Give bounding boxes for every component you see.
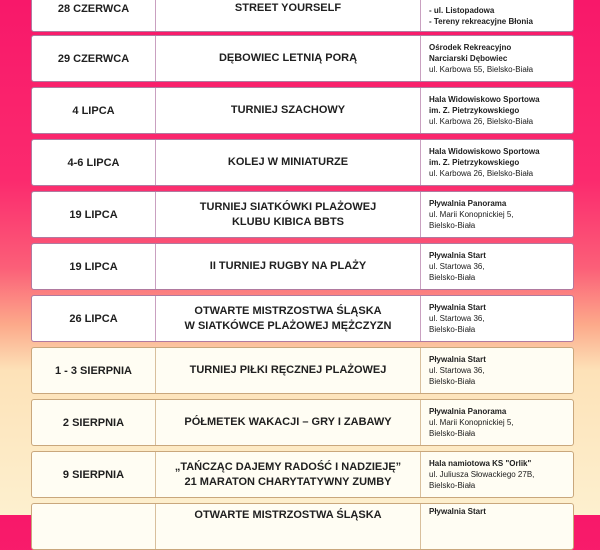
venue-line: Hala Widowiskowo Sportowa: [429, 95, 540, 104]
event-date: 26 LIPCA: [69, 312, 118, 325]
event-row: [31, 191, 574, 238]
event-location: [421, 140, 573, 185]
event-title: II TURNIEJ RUGBY NA PLAŻY: [155, 244, 421, 289]
address-line: Bielsko-Biała: [429, 481, 476, 490]
address-line: ul. Marii Konopnickiej 5,: [429, 418, 514, 427]
event-row: [31, 35, 574, 82]
venue-line: Pływalnia Panorama: [429, 199, 507, 208]
event-row: [31, 347, 574, 394]
venue-line: - Tereny rekreacyjne Błonia: [429, 17, 533, 26]
address-line: Bielsko-Biała: [429, 273, 476, 282]
event-row: [31, 399, 574, 446]
event-date: [32, 504, 155, 549]
venue-line: Hala namiotowa KS "Orlik": [429, 459, 532, 468]
address-line: ul. Karbowa 26, Bielsko-Biała: [429, 117, 534, 126]
venue-line: Pływalnia Start: [429, 355, 486, 364]
venue-line: - ul. Listopadowa: [429, 6, 495, 15]
address-line: ul. Juliusza Słowackiego 27B,: [429, 470, 535, 479]
address-line: Bielsko-Biała: [429, 325, 476, 334]
event-title: OTWARTE MISTRZOSTWA ŚLĄSKA: [155, 504, 421, 549]
event-row: [31, 451, 574, 498]
event-date: 9 SIERPNIA: [62, 468, 125, 481]
event-title: DĘBOWIEC LETNIĄ PORĄ: [155, 36, 421, 81]
event-location: [421, 504, 573, 549]
venue-line: Narciarski Dębowiec: [429, 54, 508, 63]
event-title: TURNIEJ SZACHOWY: [155, 88, 421, 133]
event-title: TURNIEJ PIŁKI RĘCZNEJ PLAŻOWEJ: [155, 348, 421, 393]
event-location: [421, 0, 573, 31]
event-row: [31, 295, 574, 342]
event-location: [421, 36, 573, 81]
venue-line: Ośrodek Rekreacyjno: [429, 43, 512, 52]
event-date: 4 LIPCA: [72, 104, 115, 117]
event-location: [421, 452, 573, 497]
event-location: [421, 348, 573, 393]
address-line: ul. Startowa 36,: [429, 262, 485, 271]
event-date: 4-6 LIPCA: [67, 156, 120, 169]
event-title: TURNIEJ SIATKÓWKI PLAŻOWEJ KLUBU KIBICA BBTS: [155, 192, 421, 237]
event-date: 19 LIPCA: [69, 208, 118, 221]
event-date: 28 CZERWCA: [57, 2, 130, 15]
event-date: 2 SIERPNIA: [62, 416, 125, 429]
event-date: 1 - 3 SIERPNIA: [54, 364, 133, 377]
event-location: [421, 88, 573, 133]
event-row: [31, 243, 574, 290]
venue-line: Pływalnia Start: [429, 507, 486, 516]
event-location: [421, 296, 573, 341]
event-date: 29 CZERWCA: [57, 52, 130, 65]
event-location: [421, 244, 573, 289]
event-date: 19 LIPCA: [69, 260, 118, 273]
venue-line: Hala Widowiskowo Sportowa: [429, 147, 540, 156]
event-title: KOLEJ W MINIATURZE: [155, 140, 421, 185]
event-row: [31, 503, 574, 550]
event-location: [421, 400, 573, 445]
address-line: Bielsko-Biała: [429, 429, 476, 438]
venue-line: im. Z. Pietrzykowskiego: [429, 158, 520, 167]
address-line: ul. Startowa 36,: [429, 314, 485, 323]
event-title: „TAŃCZĄC DAJEMY RADOŚĆ I NADZIEJĘ” 21 MARATON CHARYTATYWNY ZUMBY: [155, 452, 421, 497]
address-line: ul. Karbowa 26, Bielsko-Biała: [429, 169, 534, 178]
venue-line: im. Z. Pietrzykowskiego: [429, 106, 520, 115]
address-line: ul. Marii Konopnickiej 5,: [429, 210, 514, 219]
address-line: Bielsko-Biała: [429, 377, 476, 386]
event-row: [31, 139, 574, 186]
venue-line: Pływalnia Start: [429, 251, 486, 260]
event-row: [31, 0, 574, 32]
event-row: [31, 87, 574, 134]
event-title: STREET YOURSELF: [155, 0, 421, 31]
event-title: PÓŁMETEK WAKACJI – GRY I ZABAWY: [155, 400, 421, 445]
address-line: ul. Startowa 36,: [429, 366, 485, 375]
venue-line: Pływalnia Panorama: [429, 407, 507, 416]
event-location: [421, 192, 573, 237]
address-line: ul. Karbowa 55, Bielsko-Biała: [429, 65, 534, 74]
venue-line: Pływalnia Start: [429, 303, 486, 312]
address-line: Bielsko-Biała: [429, 221, 476, 230]
event-title: OTWARTE MISTRZOSTWA ŚLĄSKA W SIATKÓWCE PLAŻOWEJ MĘŻCZYZN: [155, 296, 421, 341]
